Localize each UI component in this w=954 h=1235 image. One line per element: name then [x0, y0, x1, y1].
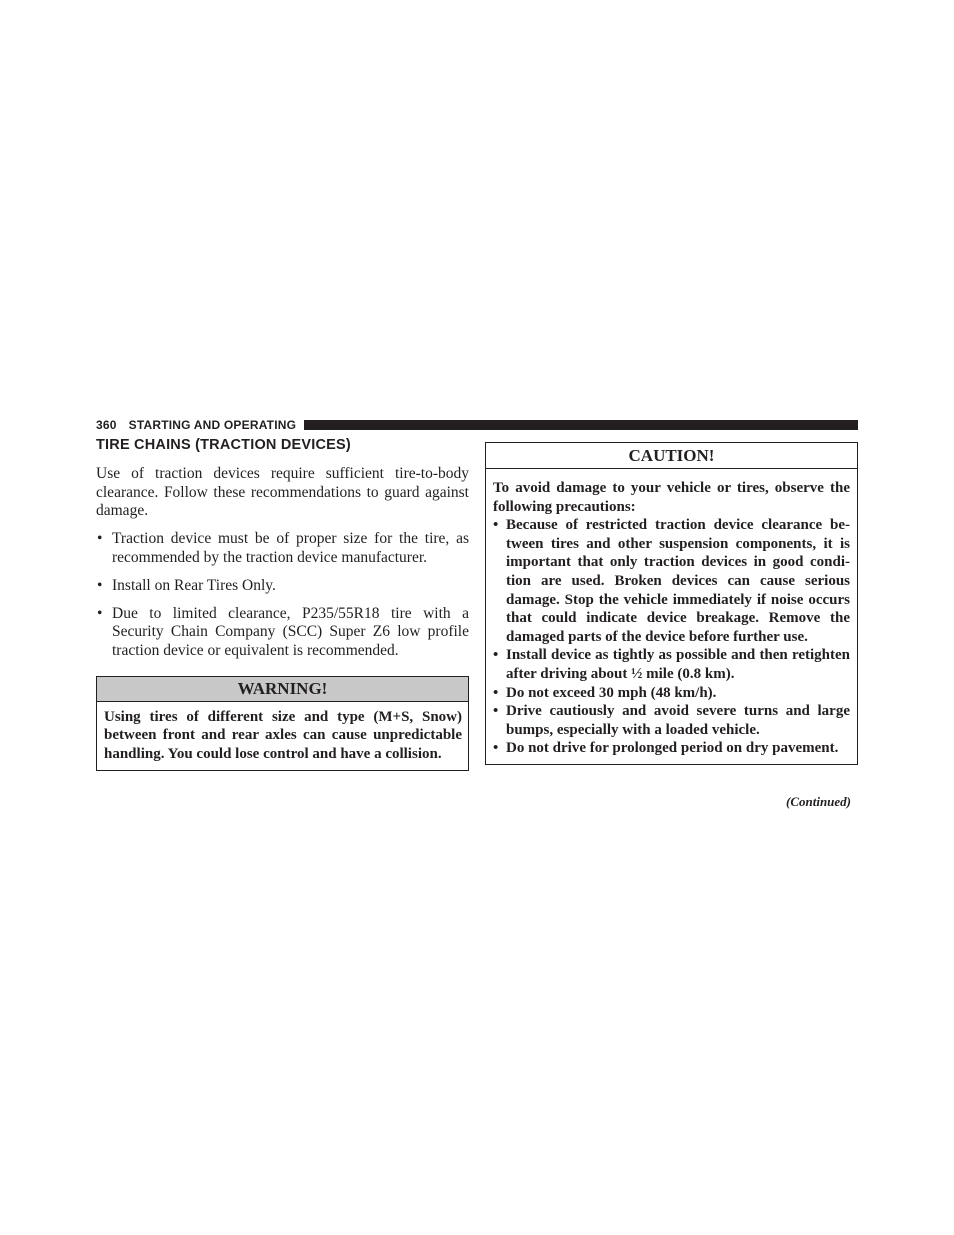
caution-box	[485, 442, 858, 765]
list-item: • Do not exceed 30 mph (48 km/h).	[493, 684, 850, 703]
warning-body: Using tires of different size and type (M+S, Snow) between front and rear axles can cause unpredictable handling. You could lose control and have a collision.	[104, 708, 462, 762]
intro-paragraph: Use of traction devices require sufficient tire-to-body clearance. Follow these recommendations to guard against damage.	[96, 465, 469, 520]
list-item: • Install on Rear Tires Only.	[96, 577, 469, 596]
header-rule	[304, 420, 858, 430]
continued-note: (Continued)	[785, 794, 851, 809]
list-item: • Do not drive for prolonged period on dry pavement.	[493, 739, 850, 758]
right-column	[485, 442, 858, 765]
section-name: STARTING AND OPERATING	[128, 418, 297, 432]
warning-title: WARNING!	[97, 677, 468, 702]
list-item: • Install device as tightly as possible and then retighten after driving about ½ mile (0.8 km).	[493, 646, 850, 683]
left-column	[96, 437, 469, 771]
list-item: • Due to limited clearance, P235/55R18 tire with a Security Chain Company (SCC) Super Z6 low profile traction device or equivalent is recommended.	[96, 605, 469, 661]
warning-box	[96, 676, 469, 772]
list-item: • Traction device must be of proper size for the tire, as recommended by the traction device manufacturer.	[96, 530, 469, 567]
precaution-list	[493, 516, 850, 758]
page-header	[96, 418, 858, 432]
list-item: • Drive cautiously and avoid severe turns and large bumps, especially with a loaded vehicle.	[493, 702, 850, 739]
section-title: TIRE CHAINS (TRACTION DEVICES)	[96, 437, 351, 453]
list-item: • Because of restricted traction device clearance between tires and other suspension components, it is important that only traction devices in good condition are used. Broken devices can cause serious damage. Stop the vehicle immediately if noise occurs that could indicate device breakage. Remove the damaged parts of the device before further use.	[493, 516, 850, 646]
recommendation-list	[96, 530, 469, 660]
caution-body	[486, 469, 857, 764]
caution-intro: To avoid damage to your vehicle or tires, observe the following precautions:	[493, 480, 850, 515]
page-number: 360	[96, 418, 117, 432]
caution-title: CAUTION!	[486, 443, 857, 469]
